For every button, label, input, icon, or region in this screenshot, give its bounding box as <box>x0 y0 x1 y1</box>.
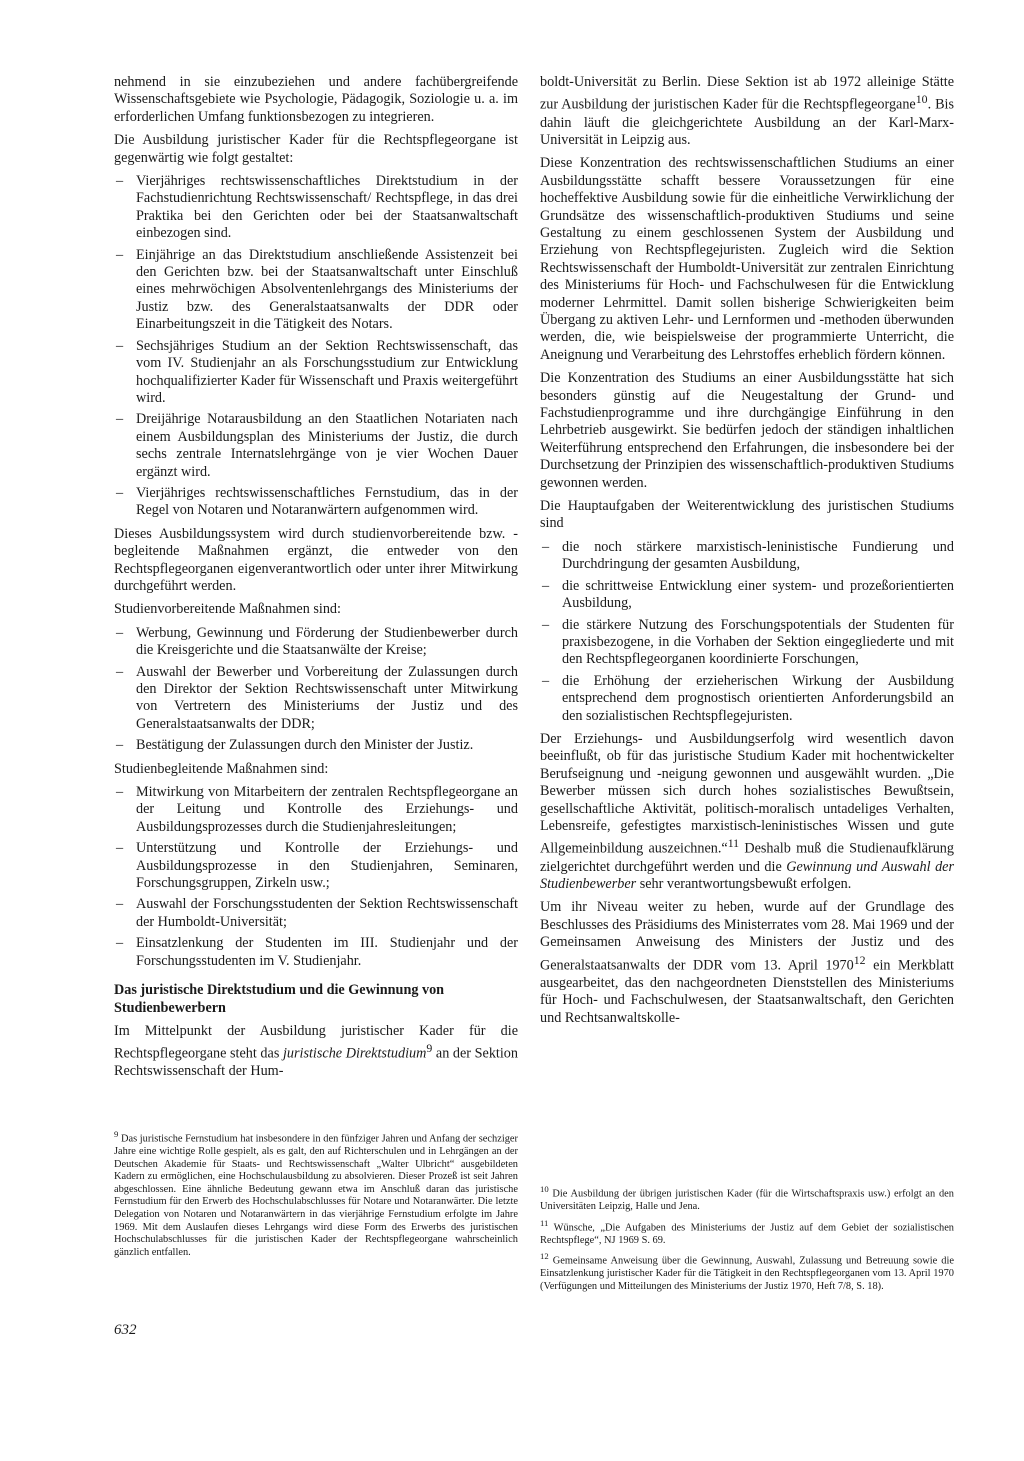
paragraph: nehmend in sie einzubeziehen und andere fachübergreifende Wissenschaftsgebiete wie Psychologie, Pädagogik, Soziologie u. a. im erforderlichen Umfang funktionsbezogen zu integrieren. <box>114 74 518 125</box>
training-forms-list <box>114 173 518 520</box>
footnote-10: $^{10}$ Die Ausbildung der übrigen juristischen Kader (für die Wirtschaftspraxis usw.) erfolgt an den Universitäten Leipzig, Halle und Jena. <box>540 1184 954 1213</box>
list-item: – Unterstützung und Kontrolle der Erziehungs- und Ausbildungsprozesse in den Studienjahren, Seminaren, Forschungsgruppen, Zirkeln usw.; <box>114 840 518 892</box>
list-item: – die noch stärkere marxistisch-leninistische Fundierung und Durchdringung der gesamten Ausbildung, <box>540 539 954 574</box>
paragraph: Um ihr Niveau weiter zu heben, wurde auf der Grundlage des Beschlusses des Präsidiums des Ministerrates vom 28. Mai 1969 und der Gemeinsamen Anweisung des Ministers der Justiz und des Generalstaatsanwalts der DDR vom 13. April 1970$^{12}$ ein Merkblatt ausgearbeitet, das den nachgeordneten Dienststellen des Ministeriums für Hoch- und Fachschulwesen, der Staatsanwaltschaft, den Gerichten und Rechtsanwaltskolle- <box>540 899 954 1026</box>
paragraph: Die Konzentration des Studiums an einer Ausbildungsstätte hat sich besonders günstig auf die Neugestaltung der Grund- und Fachstudienprogramme und ihre durchgängige Einführung in den Lehrbetrieb ausgewirkt. Sie bedürfen jedoch der ständigen inhaltlichen Weiterführung entsprechend den Erfahrungen, die insbesondere bei der Durchsetzung der Prinzipien des wissenschaftlich-produktiven Studiums gewonnen werden. <box>540 370 954 491</box>
list-item: – die stärkere Nutzung des Forschungspotentials der Studenten für praxisbezogene, in die Vorhaben der Sektion eingegliederte und mit den Rechtspflegeorganen koordinierte Forschungen, <box>540 617 954 669</box>
list-item: – die schrittweise Entwicklung einer system- und prozeßorientierten Ausbildung, <box>540 578 954 613</box>
paragraph: Im Mittelpunkt der Ausbildung juristischer Kader für die Rechtspflegeorgane steht das juristische Direktstudium$^9$ an der Sektion Rechtswissenschaft der Hum- <box>114 1022 518 1080</box>
preparatory-measures-list <box>114 625 518 755</box>
list-item: – Sechsjähriges Studium an der Sektion Rechtswissenschaft, das vom IV. Studienjahr an als Forschungsstudium zur Entwicklung hochqualifizierter Kader für Wissenschaft und Praxis weitergeführt wird. <box>114 338 518 408</box>
paragraph: Die Hauptaufgaben der Weiterentwicklung des juristischen Studiums sind <box>540 498 954 532</box>
paragraph: Der Erziehungs- und Ausbildungserfolg wird wesentlich davon beeinflußt, ob für das juristische Studium Kader mit hochentwickelter Berufseignung und -neigung gewonnen und ausgewählt wurden. „Die Bewerber müssen sich durch hohes sozialistisches Bewußtsein, gesellschaftliche Aktivität, politisch-moralisch untadeliges Verhalten, Lebensreife, gefestigtes marxistisch-leninistisches Wissen und gute Allgemeinbildung auszeichnen.“$^{11}$ Deshalb muß die Studienaufklärung zielgerichtet durchgeführt werden und die Gewinnung und Auswahl der Studienbewerber sehr verantwortungsbewußt erfolgen. <box>540 730 954 892</box>
list-item: – die Erhöhung der erzieherischen Wirkung der Ausbildung entsprechend dem prognostisch orientierten Anforderungsbild an den sozialistischen Rechtspflegejuristen. <box>540 673 954 725</box>
list-item: – Vierjähriges rechtswissenschaftliches Fernstudium, das in der Regel von Notaren und Notaranwärtern aufgenommen wird. <box>114 485 518 520</box>
list-item: – Einjährige an das Direktstudium anschließende Assistenzeit bei den Gerichten bzw. bei der Staatsanwaltschaft unter Einschluß eines mehrwöchigen Absolventenlehrgangs des Ministeriums der Justiz bzw. des Generalstaatsanwalts der DDR oder Einarbeitungszeit in die Tätigkeit des Notars. <box>114 247 518 334</box>
paragraph: Studienbegleitende Maßnahmen sind: <box>114 760 329 777</box>
footnote-11: $^{11}$ Wünsche, „Die Aufgaben des Ministeriums der Justiz auf dem Gebiet der sozialistischen Rechtspflege“, NJ 1969 S. 69. <box>540 1217 955 1246</box>
paragraph: Die Ausbildung juristischer Kader für die Rechtspflegeorgane ist gegenwärtig wie folgt gestaltet: <box>114 132 518 166</box>
paragraph: Diese Konzentration des rechtswissenschaftlichen Studiums an einer Ausbildungsstätte schafft bessere Voraussetzungen für eine hocheffektive Ausbildung sowie für die einheitliche Verwirklichung der Grundsätze des wissenschaftlich-produktiven Studiums und seine Gestaltung zu einem geschlossenen System der Ausbildung und Erziehung von Rechtspflegejuristen. Zugleich wird die Sektion Rechtswissenschaft der Humboldt-Universität zur zentralen Einrichtung des Ministeriums für Hoch- und Fachschulwesen für die Entwicklung moderner Lehrmittel. Damit sollen bisherige Schwierigkeiten beim Übergang zu aktiven Lehr- und Lernformen und -methoden überwunden werden, die, wie beispielsweise der programmierte Unterricht, die Aneignung und Verarbeitung des Lehrstoffes erheblich fördern können. <box>540 155 954 363</box>
list-item: – Einsatzlenkung der Studenten im III. Studienjahr und der Forschungsstudenten im V. Studienjahr. <box>114 935 518 970</box>
footnote-9: $^9$ Das juristische Fernstudium hat insbesondere in den fünfziger Jahren und Anfang der sechziger Jahre eine wichtige Rolle gespielt, als es galt, den auf Richterschulen und in Lehrgängen an der Deutschen Akademie für Staats- und Rechtswissenschaft „Walter Ulbricht“ ausgebildeten Kadern zu ermöglichen, eine Hochschulausbildung zu absolvieren. Dieser Prozeß ist seit Jahren abgeschlossen. Eine ähnliche Bedeutung gewann etwa im Anschluß daran das juristische Fernstudium für den Erwerb des Hochschulabschlusses für Notare und Notaranwärter. Die letzte Delegation von Notaren und Notaranwärtern in das vierjährige Fernstudium erfolgte im Jahre 1969. Mit dem Auslaufen dieses Lehrgangs wird diese Form des Erwerbs des juristischen Hochschulabschlusses für die juristischen Kader der Rechtspflegeorgane wahrscheinlich gänzlich entfallen. <box>114 1129 518 1258</box>
list-item: – Werbung, Gewinnung und Förderung der Studienbewerber durch die Kreisgerichte und die Staatsanwälte der Kreise; <box>114 625 518 660</box>
paragraph: boldt-Universität zu Berlin. Diese Sektion ist ab 1972 alleinige Stätte zur Ausbildung der juristischen Kader für die Rechtspflegeorgane$^{10}$. Bis dahin läuft die gleichgerichtete Ausbildung an der Karl-Marx-Universität in Leipzig aus. <box>540 74 954 148</box>
left-column <box>114 74 518 1087</box>
footnotes-left <box>114 1128 518 1262</box>
list-item: – Vierjähriges rechtswissenschaftliches Direktstudium in der Fachstudienrichtung Rechtswissenschaft/ Rechtspflege, in das drei Praktika bei den Gerichten oder bei der Staatsanwaltschaft einbezogen sind. <box>114 173 518 243</box>
paragraph: Dieses Ausbildungssystem wird durch studienvorbereitende bzw. -begleitende Maßnahmen ergänzt, die entweder von den Rechtspflegeorganen eigenverantwortlich oder unter ihrer Mitwirkung durchgeführt werden. <box>114 525 518 594</box>
list-item: – Mitwirkung von Mitarbeitern der zentralen Rechtspflegeorgane an der Leitung und Kontrolle des Erziehungs- und Ausbildungsprozesses durch die Studienjahresleitungen; <box>114 784 518 836</box>
accompanying-measures-list <box>114 784 518 970</box>
section-heading: Das juristische Direktstudium und die Gewinnung von Studienbewerbern <box>114 982 445 1016</box>
list-item: – Auswahl der Bewerber und Vorbereitung der Zulassungen durch den Direktor der Sektion Rechtswissenschaft unter Mitwirkung von Vertretern des Ministeriums der Justiz und des Generalstaatsanwalts der DDR; <box>114 664 518 734</box>
main-tasks-list <box>540 539 954 725</box>
list-item: – Dreijährige Notarausbildung an den Staatlichen Notariaten nach einem Ausbildungsplan des Ministeriums der Justiz, die durch sechs zentrale Internatslehrgänge von je vier Wochen Dauer ergänzt wird. <box>114 411 518 481</box>
page-number: 632 <box>114 1322 137 1338</box>
list-item: – Auswahl der Forschungsstudenten der Sektion Rechtswissenschaft der Humboldt-Universität; <box>114 896 518 931</box>
right-column <box>540 74 954 1033</box>
list-item: – Bestätigung der Zulassungen durch den Minister der Justiz. <box>114 737 518 754</box>
footnotes-right <box>540 1183 954 1297</box>
footnote-12: $^{12}$ Gemeinsame Anweisung über die Gewinnung, Auswahl, Zulassung und Betreuung sowie die Einsatzlenkung juristischer Kader für die Tätigkeit in den Rechtspflegeorganen vom 13. April 1970 (Verfügungen und Mitteilungen des Ministeriums der Justiz 1970, Heft 7/8, S. 18). <box>540 1251 954 1292</box>
paragraph: Studienvorbereitende Maßnahmen sind: <box>114 601 341 618</box>
